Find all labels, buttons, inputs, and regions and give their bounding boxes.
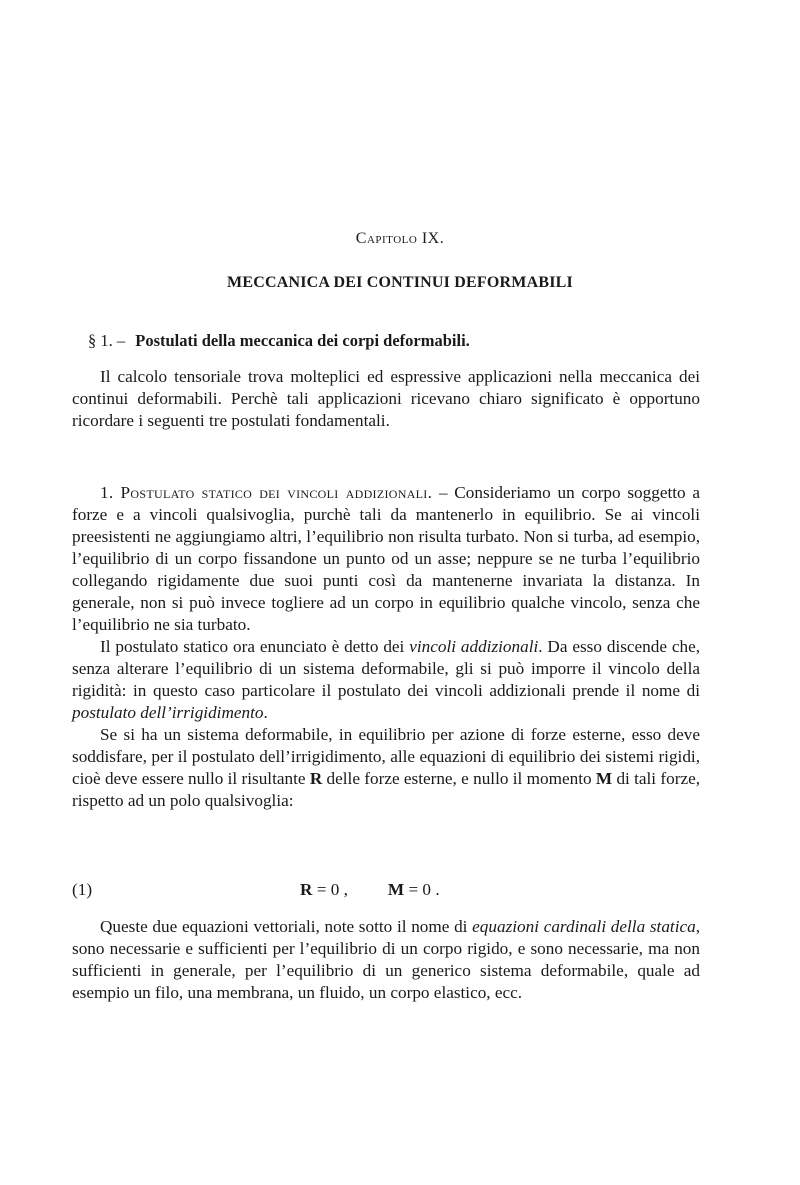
postulate-paragraph-2 xyxy=(72,636,700,724)
chapter-number: IX. xyxy=(421,230,445,247)
equation-body xyxy=(300,880,440,900)
chapter-title: MECCANICA DEI CONTINUI DEFORMABILI xyxy=(227,274,573,291)
section-number: § 1. – xyxy=(88,331,126,350)
p3-text-a: Se si ha un sistema deformabile, in equilibrio per azione di forze esterne, esso deve soddisfare, per il postulato dell’irrigidimento, alle equazioni di equilibrio dei sistemi rigidi, cioè deve essere nullo il risultante xyxy=(72,725,700,788)
p2-text-c: . Da esso discende che, senza alterare l’equilibrio di un sistema deformabile, gli si può imporre il vincolo della rigidità: in questo caso particolare il postulato dei vincoli addizionali prende il nome di xyxy=(72,637,701,700)
after-block xyxy=(72,916,700,1004)
p3-vector-R: R xyxy=(309,769,323,788)
chapter-heading xyxy=(0,230,800,248)
equation-right: M = 0 . xyxy=(387,880,440,899)
p2-text-e: . xyxy=(263,703,268,722)
section-heading xyxy=(88,331,728,351)
postulate-block xyxy=(72,482,700,812)
chapter-word: Capitolo xyxy=(355,230,418,247)
p2-italic-term-2: postulato dell’irrigidimento xyxy=(72,703,264,722)
postulate-paragraph-3 xyxy=(72,724,700,812)
postulate-heading: 1. Postulato statico dei vincoli addizionali. xyxy=(100,483,433,502)
equation-left: R = 0 , xyxy=(300,880,348,899)
p3-vector-M: M xyxy=(595,769,613,788)
p3-text-c: di tali forze, rispetto ad un polo qualsivoglia: xyxy=(72,769,700,810)
section-name: Postulati della meccanica dei corpi deformabili. xyxy=(135,331,470,350)
equation-1 xyxy=(72,880,700,904)
p2-text-a: Il postulato statico ora enunciato è detto dei xyxy=(100,637,410,656)
postulate-text: – Consideriamo un corpo soggetto a forze e a vincoli qualsivoglia, purchè tali da mantenerlo in equilibrio. Se ai vincoli preesistenti ne aggiungiamo altri, l’equilibrio non risulta turbato. Non si turba, ad esempio, l’equilibrio di un corpo fissandone un punto od un asse; neppure se ne turba l’equilibrio collegando rigidamente due suoi punti così da mantenerne invariata la distanza. In generale, non si può invece togliere ad un corpo in equilibrio qualche vincolo, senza che l’equilibrio ne sia turbato. xyxy=(72,483,700,634)
equation-number: (1) xyxy=(72,880,93,899)
intro-block xyxy=(72,366,700,432)
postulate-paragraph-1 xyxy=(72,482,700,636)
p3-text-b: delle forze esterne, e nullo il momento xyxy=(322,769,596,788)
p2-italic-term-1: vincoli addizionali xyxy=(409,637,539,656)
after-text-a: Queste due equazioni vettoriali, note sotto il nome di xyxy=(100,917,473,936)
after-text-c: , sono necessarie e sufficienti per l’equilibrio di un corpo rigido, e sono necessarie, ma non sufficienti in generale, per l’equilibrio di un generico sistema deformabile, quale ad esempio un filo, una membrana, un fluido, un corpo elastico, ecc. xyxy=(72,917,700,1002)
after-paragraph xyxy=(72,916,700,1004)
intro-paragraph: Il calcolo tensoriale trova molteplici ed espressive applicazioni nella meccanica dei continui deformabili. Perchè tali applicazioni ricevano chiaro significato è opportuno ricordare i seguenti tre postulati fondamentali. xyxy=(72,367,700,430)
after-italic-term: equazioni cardinali della statica xyxy=(472,917,696,936)
